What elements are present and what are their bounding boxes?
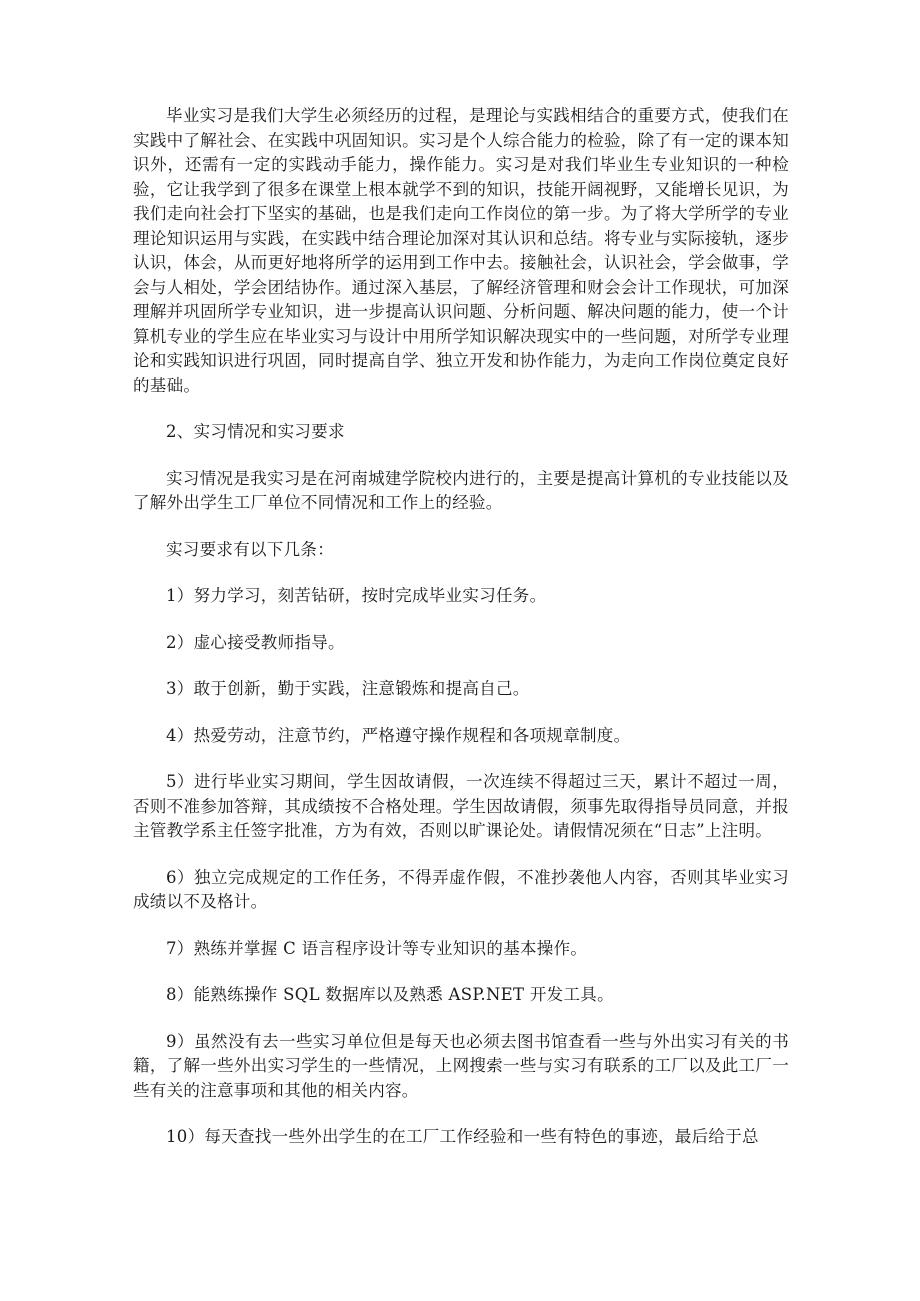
intro-paragraph: 毕业实习是我们大学生必须经历的过程，是理论与实践相结合的重要方式，使我们在实践中了解社会、在实践中巩固知识。实习是个人综合能力的检验，除了有一定的课本知识外，还需有一定的实践动手能力，操作能力。实习是对我们毕业生专业知识的一种检验，它让我学到了很多在课堂上根本就学不到的知识，技能开阔视野，又能增长见识，为我们走向社会打下坚实的基础，也是我们走向工作岗位的第一步。为了将大学所学的专业理论知识运用与实践，在实践中结合理论加深对其认识和总结。将专业与实际接轨，逐步认识，体会，从而更好地将所学的运用到工作中去。接触社会，认识社会，学会做事，学会与人相处，学会团结协作。通过深入基层，了解经济管理和财会会计工作现状，可加深理解并巩固所学专业知识，进一步提高认识问题、分析问题、解决问题的能力，使一个计算机专业的学生应在毕业实习与设计中用所学知识解决现实中的一些问题，对所学专业理论和实践知识进行巩固，同时提高自学、独立开发和协作能力，为走向工作岗位奠定良好的基础。 — [133, 106, 789, 395]
internship-situation-paragraph: 实习情况是我实习是在河南城建学院校内进行的，主要是提高计算机的专业技能以及了解外出学生工厂单位不同情况和工作上的经验。 — [133, 468, 789, 512]
requirement-item-7: 7）熟练并掌握 C 语言程序设计等专业知识的基本操作。 — [166, 938, 588, 958]
document-page — [133, 104, 789, 1150]
requirement-item-1: 1）努力学习，刻苦钻研，按时完成毕业实习任务。 — [166, 586, 547, 605]
requirement-item-4: 4）热爱劳动，注意节约，严格遵守操作规程和各项规章制度。 — [166, 725, 631, 745]
requirement-item-3: 3）敢于创新，勤于实践，注意锻炼和提高自己。 — [166, 679, 530, 698]
requirement-item-6: 6）独立完成规定的工作任务，不得弄虚作假，不准抄袭他人内容，否则其毕业实习成绩以不及格计。 — [133, 867, 789, 911]
requirements-intro: 实习要求有以下几条： — [166, 539, 334, 559]
requirement-item-9: 9）虽然没有去一些实习单位但是每天也必须去图书馆查看一些与外出实习有关的书籍，了解一些外出实习学生的一些情况，上网搜索一些与实习有联系的工厂以及此工厂一些有关的注意事项和其他的相关内容。 — [133, 1031, 789, 1100]
requirement-item-2: 2）虚心接受教师指导。 — [166, 632, 345, 652]
section-heading: 2、实习情况和实习要求 — [166, 422, 345, 441]
requirement-item-10: 10）每天查找一些外出学生的在工厂工作经验和一些有特色的事迹，最后给于总 — [166, 1127, 759, 1146]
requirement-item-8: 8）能熟练操作 SQL 数据库以及熟悉 ASP.NET 开发工具。 — [166, 985, 614, 1004]
requirement-item-5: 5）进行毕业实习期间，学生因故请假，一次连续不得超过三天，累计不超过一周，否则不准参加答辩，其成绩按不合格处理。学生因故请假，须事先取得指导员同意，并报主管教学系主任签字批准，方为有效，否则以旷课论处。请假情况须在“日志”上注明。 — [133, 772, 789, 840]
